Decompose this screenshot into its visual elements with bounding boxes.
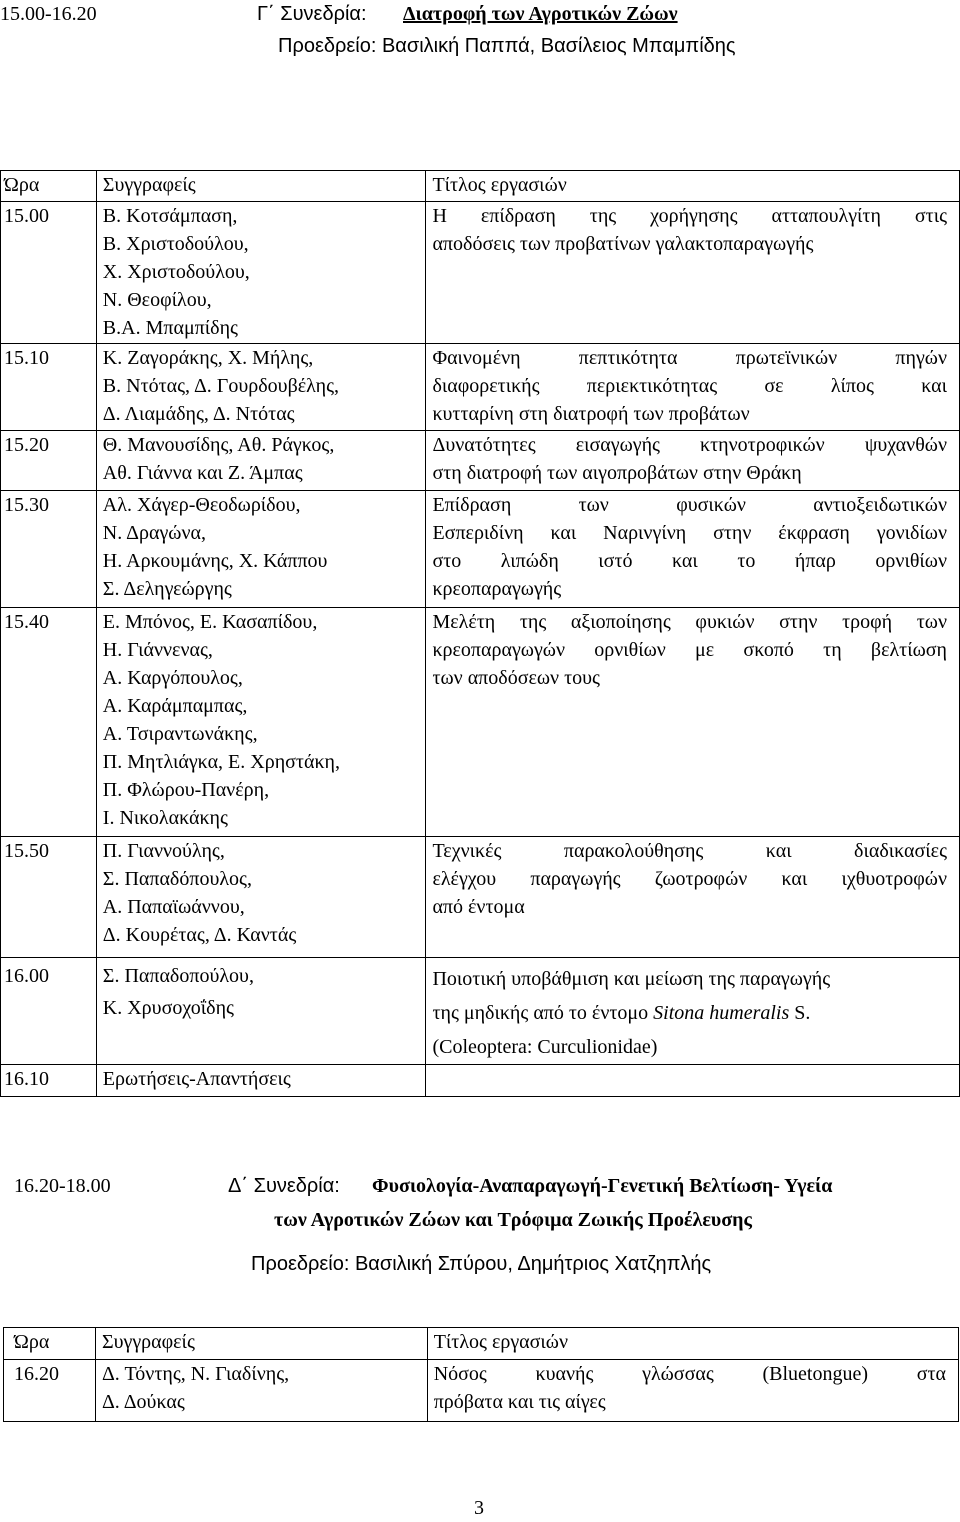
row-time: 15.50 [1, 837, 97, 958]
row-title: Δυνατότητες εισαγωγής κτηνοτροφικών ψυχανθών στη διατροφή των αιγοπροβάτων στην Θράκη [426, 431, 960, 491]
table-header-row [4, 1328, 959, 1360]
row-authors: Ε. Μπόνος, Ε. Κασαπίδου, Η. Γιάννενας, Α. Καργόπουλος, Α. Καράμπαμπας, Α. Τσιραντωνάκης, Π. Μητλιάγκα, Ε. Χρηστάκη, Π. Φλώρου-Πανέρη, Ι. Νικολακάκης [96, 608, 426, 837]
header-authors: Συγγραφείς [95, 1328, 427, 1360]
header-time: Ώρα [4, 1328, 96, 1360]
session4-label: Δ΄ Συνεδρία: [228, 1175, 340, 1197]
session4-title-line1: Φυσιολογία-Αναπαραγωγή-Γενετική Βελτίωση- Υγεία [372, 1175, 833, 1197]
table-row [1, 202, 960, 344]
row-title: Τεχνικές παρακολούθησης και διαδικασίες ελέγχου παραγωγής ζωοτροφών και ιχθυοτροφών από έντομα [426, 837, 960, 958]
session3-chairs: Προεδρείο: Βασιλική Παππά, Βασίλειος Μπαμπίδης [278, 35, 736, 57]
row-title: Επίδραση των φυσικών αντιοξειδωτικών Εσπεριδίνη και Ναρινγίνη στην έκφραση γονιδίων στο λιπώδη ιστό και το ήπαρ ορνιθίων κρεοπαραγωγής [426, 491, 960, 608]
table-row [1, 1065, 960, 1097]
session4-title-line2: των Αγροτικών Ζώων και Τρόφιμα Ζωικής Προέλευσης [274, 1209, 752, 1231]
table-row [1, 608, 960, 837]
table-row [1, 431, 960, 491]
row-time: 15.20 [1, 431, 97, 491]
session3-title: Διατροφή των Αγροτικών Ζώων [403, 3, 678, 25]
header-time: Ώρα [1, 171, 97, 202]
row-time: 15.40 [1, 608, 97, 837]
table-row [1, 344, 960, 431]
row-time: 16.10 [1, 1065, 97, 1097]
row-title: Η επίδραση της χορήγησης ατταπουλγίτη στις αποδόσεις των προβατίνων γαλακτοπαραγωγής [426, 202, 960, 344]
header-title: Τίτλος εργασιών [427, 1328, 958, 1360]
header-authors: Συγγραφείς [96, 171, 426, 202]
row-time: 15.00 [1, 202, 97, 344]
session4-time: 16.20-18.00 [14, 1175, 111, 1197]
table-row [1, 958, 960, 1065]
row-title: Νόσος κυανής γλώσσας (Bluetongue) στα πρόβατα και τις αίγες [427, 1360, 958, 1422]
row-title: Φαινομένη πεπτικότητα πρωτεϊνικών πηγών διαφορετικής περιεκτικότητας σε λίπος και κυτταρίνη στη διατροφή των προβάτων [426, 344, 960, 431]
species-name: Sitona humeralis [653, 1002, 790, 1024]
table-row [1, 837, 960, 958]
page-number: 3 [474, 1497, 484, 1519]
row-time: 16.00 [1, 958, 97, 1065]
row-title [426, 1065, 960, 1097]
session3-label: Γ΄ Συνεδρία: [257, 3, 367, 25]
row-title: Μελέτη της αξιοποίησης φυκιών στην τροφή των κρεοπαραγωγών ορνιθίων με σκοπό τη βελτίωση των αποδόσεων τους [426, 608, 960, 837]
table-header-row [1, 171, 960, 202]
row-authors: Κ. Ζαγοράκης, Χ. Μήλης, Β. Ντότας, Δ. Γουρδουβέλης, Δ. Λιαμάδης, Δ. Ντότας [96, 344, 426, 431]
session4-chairs: Προεδρείο: Βασιλική Σπύρου, Δημήτριος Χατζηπλής [251, 1253, 712, 1275]
table-row [4, 1360, 959, 1422]
row-time: 15.10 [1, 344, 97, 431]
row-time: 16.20 [4, 1360, 96, 1422]
row-time: 15.30 [1, 491, 97, 608]
header-title: Τίτλος εργασιών [426, 171, 960, 202]
row-authors: Αλ. Χάγερ-Θεοδωρίδου, Ν. Δραγώνα, Η. Αρκουμάνης, Χ. Κάππου Σ. Δεληγεώργης [96, 491, 426, 608]
row-authors: Ερωτήσεις-Απαντήσεις [96, 1065, 426, 1097]
row-authors: Β. Κοτσάμπαση, Β. Χριστοδούλου, Χ. Χριστοδούλου, Ν. Θεοφίλου, Β.Α. Μπαμπίδης [96, 202, 426, 344]
row-authors: Σ. Παπαδοπούλου, Κ. Χρυσοχοΐδης [96, 958, 426, 1065]
row-title: Ποιοτική υποβάθμιση και μείωση της παραγωγής της μηδικής από το έντομο Sitona humeralis S. (Coleoptera: Curculionidae) [426, 958, 960, 1065]
row-authors: Π. Γιαννούλης, Σ. Παπαδόπουλος, Α. Παπαϊωάννου, Δ. Κουρέτας, Δ. Καντάς [96, 837, 426, 958]
row-authors: Θ. Μανουσίδης, Αθ. Ράγκος, Αθ. Γιάννα και Ζ. Άμπας [96, 431, 426, 491]
session4-table [3, 1327, 959, 1422]
session3-table [0, 170, 960, 1097]
session3-time: 15.00-16.20 [0, 3, 97, 25]
table-row [1, 491, 960, 608]
row-authors: Δ. Τόντης, Ν. Γιαδίνης, Δ. Δούκας [95, 1360, 427, 1422]
